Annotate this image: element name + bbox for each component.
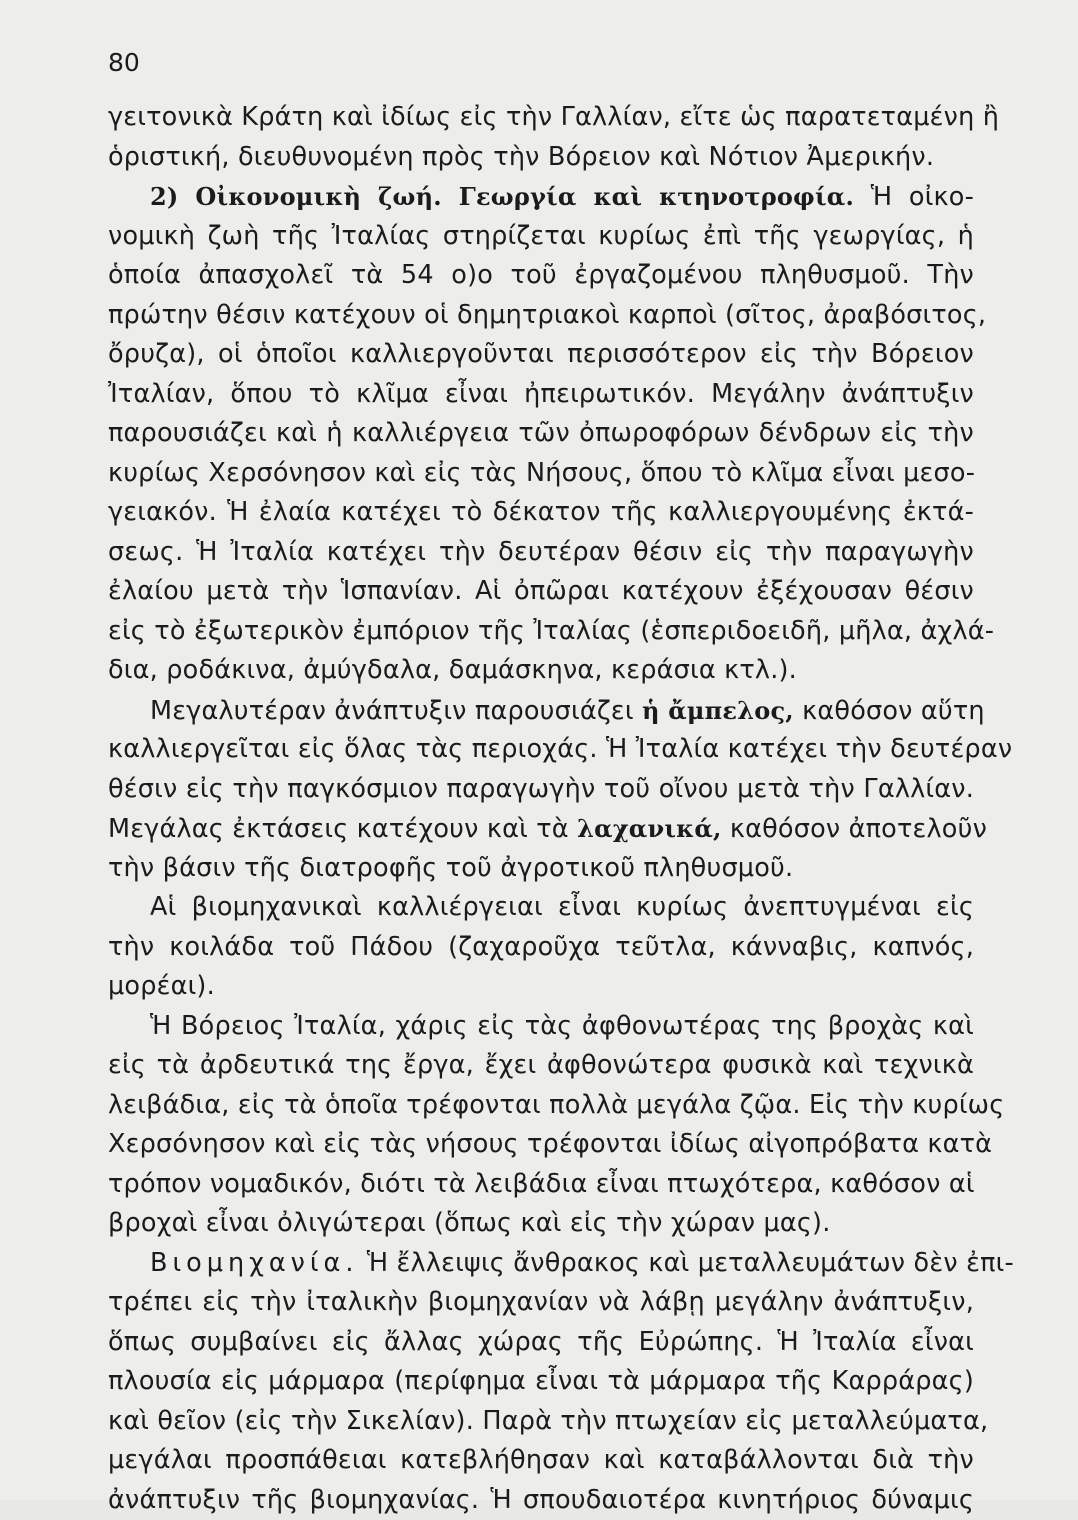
text-line: Χερσόνησον καὶ εἰς τὰς νήσους τρέφονται ἰδίως αἰγοπρόβατα κατὰ bbox=[108, 1125, 974, 1165]
text-line: τρέπει εἰς τὴν ἰταλικὴν βιομηχανίαν νὰ λάβῃ μεγάλην ἀνάπτυξιν, bbox=[108, 1283, 974, 1323]
text-line: πρώτην θέσιν κατέχουν οἱ δημητριακοὶ καρποὶ (σῖτος, ἀραβόσιτος, bbox=[108, 296, 974, 336]
text-line: ἐλαίου μετὰ τὴν Ἱσπανίαν. Αἱ ὀπῶραι κατέχουν ἐξέχουσαν θέσιν bbox=[108, 572, 974, 612]
text-line: γειακόν. Ἡ ἐλαία κατέχει τὸ δέκατον τῆς καλλιεργουμένης ἐκτά- bbox=[108, 493, 974, 533]
text-line: ὅπως συμβαίνει εἰς ἄλλας χώρας τῆς Εὐρώπης. Ἡ Ἰταλία εἶναι bbox=[108, 1323, 974, 1363]
text-line: καλλιεργεῖται εἰς ὅλας τὰς περιοχάς. Ἡ Ἰταλία κατέχει τὴν δευτέραν bbox=[108, 730, 974, 770]
text-line: δια, ροδάκινα, ἀμύγδαλα, δαμάσκηνα, κεράσια κτλ.). bbox=[108, 651, 974, 691]
spaced-heading: Βιομηχανία. bbox=[150, 1248, 358, 1278]
text-line: Αἱ βιομηχανικαὶ καλλιέργειαι εἶναι κυρίως ἀνεπτυγμέναι εἰς bbox=[108, 888, 974, 928]
text-line: εἰς τὸ ἐξωτερικὸν ἐμπόριον τῆς Ἰταλίας (ἑσπεριδοειδῆ, μῆλα, ἀχλά- bbox=[108, 612, 974, 652]
text-line: Ἡ Βόρειος Ἰταλία, χάρις εἰς τὰς ἀφθονωτέρας της βροχὰς καὶ bbox=[108, 1007, 974, 1047]
text-line: ὁποία ἀπασχολεῖ τὰ 54 ο)ο τοῦ ἐργαζομένου πληθυσμοῦ. Τὴν bbox=[108, 256, 974, 296]
text-line: βροχαὶ εἶναι ὀλιγώτεραι (ὅπως καὶ εἰς τὴν χώραν μας). bbox=[108, 1204, 974, 1244]
text-line: καὶ θεῖον (εἰς τὴν Σικελίαν). Παρὰ τὴν πτωχείαν εἰς μεταλλεύματα, bbox=[108, 1402, 974, 1442]
text-line: Μεγάλας ἐκτάσεις κατέχουν καὶ τὰ λαχανικά, καθόσον ἀποτελοῦν bbox=[108, 809, 974, 849]
text-line: εἰς τὰ ἀρδευτικά της ἔργα, ἔχει ἀφθονώτερα φυσικὰ καὶ τεχνικὰ bbox=[108, 1046, 974, 1086]
text-line: νομικὴ ζωὴ τῆς Ἰταλίας στηρίζεται κυρίως ἐπὶ τῆς γεωργίας, ἡ bbox=[108, 217, 974, 257]
body-text bbox=[108, 98, 974, 1520]
page-number: 80 bbox=[108, 48, 140, 77]
text-line: ἀνάπτυξιν τῆς βιομηχανίας. Ἡ σπουδαιοτέρα κινητήριος δύναμις bbox=[108, 1481, 974, 1520]
text-line: πλουσία εἰς μάρμαρα (περίφημα εἶναι τὰ μάρμαρα τῆς Καρράρας) bbox=[108, 1362, 974, 1402]
text-line: τρόπον νομαδικόν, διότι τὰ λειβάδια εἶναι πτωχότερα, καθόσον αἱ bbox=[108, 1165, 974, 1205]
text-line: Μεγαλυτέραν ἀνάπτυξιν παρουσιάζει ἡ ἄμπελος, καθόσον αὕτη bbox=[108, 691, 974, 731]
text-line: κυρίως Χερσόνησον καὶ εἰς τὰς Νήσους, ὅπου τὸ κλῖμα εἶναι μεσο- bbox=[108, 454, 974, 494]
bold-term: λαχανικά, bbox=[577, 814, 721, 843]
text-line: παρουσιάζει καὶ ἡ καλλιέργεια τῶν ὀπωροφόρων δένδρων εἰς τὴν bbox=[108, 414, 974, 454]
text-line: μορέαι). bbox=[108, 967, 974, 1007]
text-line: θέσιν εἰς τὴν παγκόσμιον παραγωγὴν τοῦ οἴνου μετὰ τὴν Γαλλίαν. bbox=[108, 770, 974, 810]
text-line: μεγάλαι προσπάθειαι κατεβλήθησαν καὶ καταβάλλονται διὰ τὴν bbox=[108, 1441, 974, 1481]
section-heading-line: Βιομηχανία. Ἡ ἔλλειψις ἄνθρακος καὶ μεταλλευμάτων δὲν ἐπι- bbox=[108, 1244, 974, 1284]
text-line: σεως. Ἡ Ἰταλία κατέχει τὴν δευτέραν θέσιν εἰς τὴν παραγωγὴν bbox=[108, 533, 974, 573]
text-line: λειβάδια, εἰς τὰ ὁποῖα τρέφονται πολλὰ μεγάλα ζῷα. Εἰς τὴν κυρίως bbox=[108, 1086, 974, 1126]
text-line: γειτονικὰ Κράτη καὶ ἰδίως εἰς τὴν Γαλλίαν, εἴτε ὡς παρατεταμένη ἢ bbox=[108, 98, 974, 138]
section-heading: 2) Οἰκονομικὴ ζωή. Γεωργία καὶ κτηνοτροφία. bbox=[150, 182, 854, 211]
text-line: ὄρυζα), οἱ ὁποῖοι καλλιεργοῦνται περισσότερον εἰς τὴν Βόρειον bbox=[108, 335, 974, 375]
text-line: Ἰταλίαν, ὅπου τὸ κλῖμα εἶναι ἠπειρωτικόν. Μεγάλην ἀνάπτυξιν bbox=[108, 375, 974, 415]
section-heading-line: 2) Οἰκονομικὴ ζωή. Γεωργία καὶ κτηνοτροφία. Ἡ οἰκο- bbox=[108, 177, 974, 217]
text-line: ὁριστική, διευθυνομένη πρὸς τὴν Βόρειον καὶ Νότιον Ἀμερικήν. bbox=[108, 138, 974, 178]
bold-term: ἡ ἄμπελος, bbox=[642, 696, 794, 725]
text-line: τὴν βάσιν τῆς διατροφῆς τοῦ ἀγροτικοῦ πληθυσμοῦ. bbox=[108, 849, 974, 889]
text-line: τὴν κοιλάδα τοῦ Πάδου (ζαχαροῦχα τεῦτλα, κάνναβις, καπνός, bbox=[108, 928, 974, 968]
